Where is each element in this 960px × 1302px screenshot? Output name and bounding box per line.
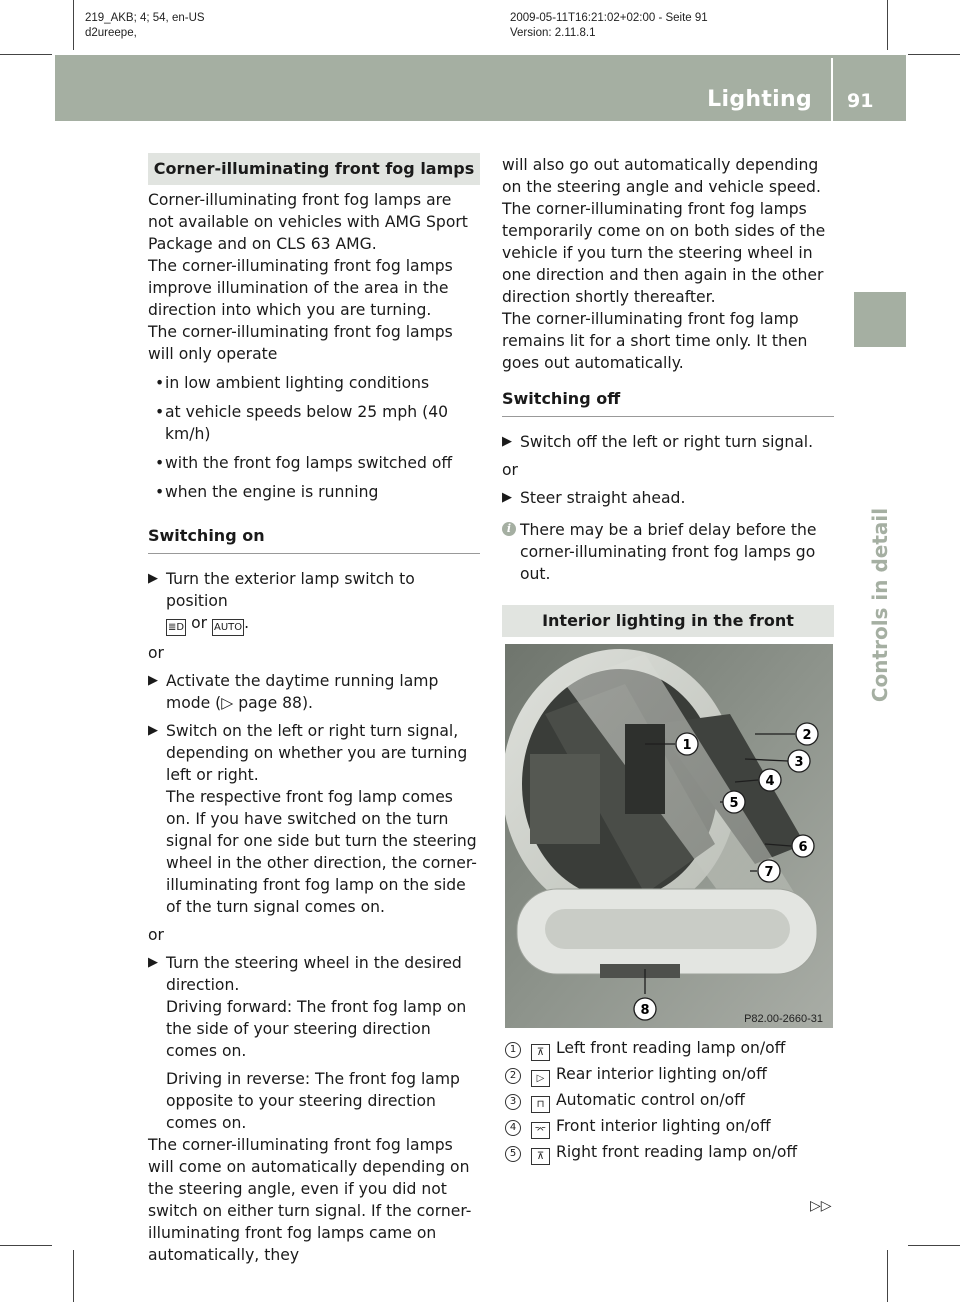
rear-interior-light-icon: ▷ bbox=[531, 1070, 550, 1087]
reading-lamp-left-icon: ⊼ bbox=[531, 1044, 550, 1061]
instruction-step: ▶ Turn the exterior lamp switch to position ≣D or AUTO . bbox=[148, 568, 480, 636]
right-column bbox=[502, 154, 834, 585]
paragraph: The corner-illuminating front fog lamps improve illumination of the area in the direction into which you are turning. bbox=[148, 257, 453, 319]
front-interior-light-icon: ⌤ bbox=[531, 1122, 550, 1139]
bullet-icon: • bbox=[155, 374, 165, 392]
instruction-step: ▶ Steer straight ahead. bbox=[502, 489, 686, 507]
or-separator: or bbox=[148, 644, 164, 662]
step-arrow-icon: ▶ bbox=[148, 955, 158, 970]
callout-4: 4 bbox=[765, 774, 775, 789]
print-meta-right-1: 2009-05-11T16:21:02+02:00 - Seite 91 bbox=[510, 12, 708, 24]
side-tab-marker bbox=[854, 292, 906, 347]
step-arrow-icon: ▶ bbox=[502, 490, 512, 505]
callout-7: 7 bbox=[764, 865, 774, 880]
step-arrow-icon: ▶ bbox=[502, 434, 512, 449]
or-separator: or bbox=[148, 926, 164, 944]
automatic-control-icon: ⊓ bbox=[531, 1096, 550, 1113]
bullet-icon: • bbox=[155, 454, 165, 472]
paragraph: The corner-illuminating front fog lamps temporarily come on on both sides of the vehicle if you turn the steering wheel in one direction and then again in the other direction shortly thereafter. bbox=[502, 200, 826, 306]
crop-mark bbox=[73, 0, 74, 50]
photo-code: P82.00-2660-31 bbox=[744, 1013, 823, 1025]
crop-mark bbox=[887, 0, 888, 50]
callout-6: 6 bbox=[798, 840, 808, 855]
page-title: Lighting bbox=[707, 87, 812, 112]
crop-mark bbox=[73, 1250, 74, 1302]
low-beam-icon: ≣D bbox=[166, 619, 186, 636]
header-divider bbox=[831, 58, 833, 121]
crop-mark bbox=[887, 1250, 888, 1302]
print-meta-left-1: 219_AKB; 4; 54, en-US bbox=[85, 12, 205, 24]
legend-item-1: 1 ⊼ Left front reading lamp on/off bbox=[505, 1038, 785, 1061]
callout-8: 8 bbox=[640, 1003, 650, 1018]
list-item: • when the engine is running bbox=[155, 483, 379, 501]
interior-lighting-photo bbox=[505, 644, 833, 1028]
callout-5: 5 bbox=[729, 796, 739, 811]
crop-mark bbox=[0, 1245, 52, 1246]
info-note: i There may be a brief delay before the corner-illuminating front fog lamps go out. bbox=[502, 519, 834, 585]
legend-item-2: 2 ▷ Rear interior lighting on/off bbox=[505, 1064, 767, 1087]
paragraph: The corner-illuminating front fog lamps will only operate bbox=[148, 323, 453, 363]
reading-lamp-right-icon: ⊼ bbox=[531, 1148, 550, 1165]
print-meta-left-2: d2ureepe, bbox=[85, 27, 137, 39]
subheading: Switching on bbox=[148, 525, 480, 554]
print-meta-right-2: Version: 2.11.8.1 bbox=[510, 27, 596, 39]
instruction-step: ▶ Switch on the left or right turn signal, depending on whether you are turning left or right. The respective front fog lamp comes on. If you have switched on the turn signal for one side but turn the steering wheel in the other direction, the corner-illuminating front fog lamp on the side of the turn signal comes on. bbox=[148, 722, 477, 916]
side-chapter-label: Controls in detail bbox=[868, 507, 892, 703]
instruction-step: ▶ Switch off the left or right turn signal. bbox=[502, 433, 814, 451]
step-arrow-icon: ▶ bbox=[148, 723, 158, 738]
paragraph: The corner-illuminating front fog lamp remains lit for a short time only. It then goes out automatically. bbox=[502, 310, 808, 372]
callout-1: 1 bbox=[682, 738, 692, 753]
page-number: 91 bbox=[847, 90, 874, 112]
or-separator: or bbox=[502, 461, 518, 479]
subheading: Switching off bbox=[502, 388, 834, 417]
auto-lamp-icon: AUTO bbox=[212, 619, 244, 636]
legend-item-4: 4 ⌤ Front interior lighting on/off bbox=[505, 1116, 771, 1139]
paragraph: The corner-illuminating front fog lamps will come on automatically depending on the steering angle, even if you did not switch on either turn signal. If the corner-illuminating front fog lamps came on automatically, they bbox=[148, 1136, 472, 1264]
list-item: • in low ambient lighting conditions bbox=[155, 374, 430, 392]
instruction-step: ▶ Activate the daytime running lamp mode (▷ page 88). bbox=[148, 672, 439, 712]
continue-icon: ▷▷ bbox=[810, 1198, 832, 1214]
legend-item-5: 5 ⊼ Right front reading lamp on/off bbox=[505, 1142, 797, 1165]
paragraph: will also go out automatically depending on the steering angle and vehicle speed. bbox=[502, 156, 821, 196]
bullet-icon: • bbox=[155, 403, 165, 421]
list-item: • with the front fog lamps switched off bbox=[155, 454, 453, 472]
instruction-step: ▶ Turn the steering wheel in the desired direction. Driving forward: The front fog lamp on the side of your steering direction comes on. Driving in reverse: The front fog lamp opposite to your steering direction comes on. bbox=[148, 954, 467, 1132]
callout-3: 3 bbox=[794, 755, 804, 770]
paragraph: Corner-illuminating front fog lamps are not available on vehicles with AMG Sport Package and on CLS 63 AMG. bbox=[148, 191, 468, 253]
crop-mark bbox=[908, 54, 960, 55]
left-column bbox=[148, 153, 480, 1266]
bullet-icon: • bbox=[155, 483, 165, 501]
crop-mark bbox=[0, 54, 52, 55]
step-arrow-icon: ▶ bbox=[148, 571, 158, 586]
info-icon: i bbox=[502, 522, 516, 536]
section-heading: Corner-illuminating front fog lamps bbox=[148, 153, 480, 185]
list-item: • at vehicle speeds below 25 mph (40 km/h) bbox=[155, 403, 449, 443]
callout-2: 2 bbox=[802, 728, 812, 743]
step-arrow-icon: ▶ bbox=[148, 673, 158, 688]
legend-item-3: 3 ⊓ Automatic control on/off bbox=[505, 1090, 745, 1113]
crop-mark bbox=[908, 1245, 960, 1246]
section-heading: Interior lighting in the front bbox=[502, 605, 834, 637]
